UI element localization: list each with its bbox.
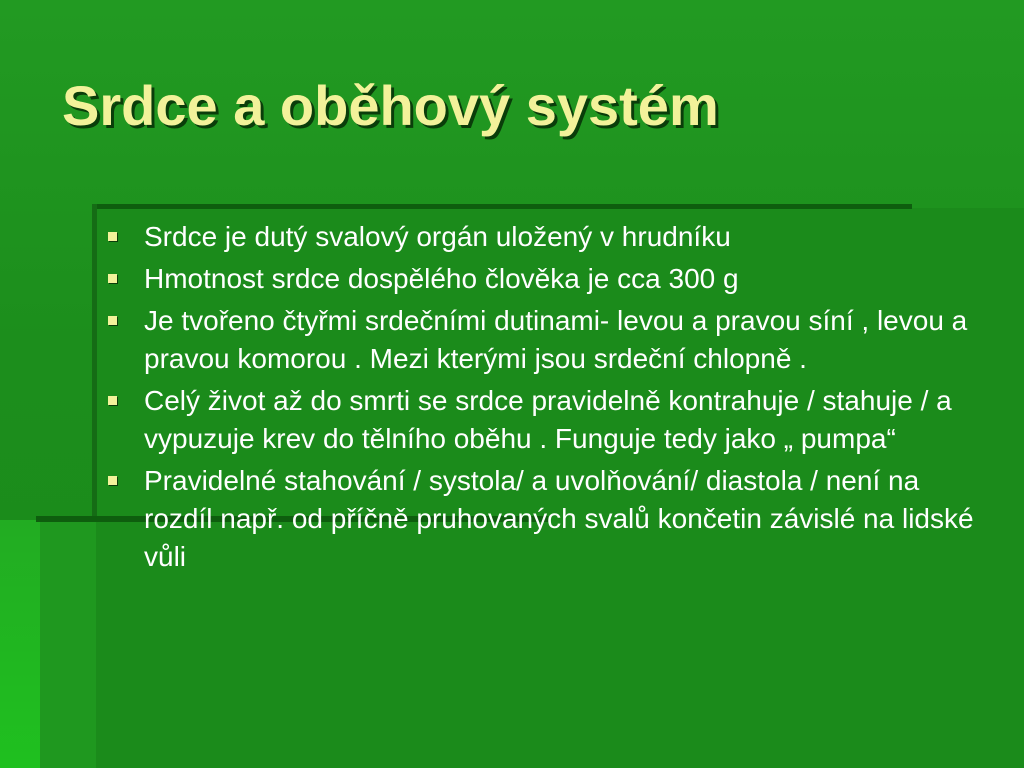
bullet-text: Je tvořeno čtyřmi srdečními dutinami- levou a pravou síní , levou a pravou komorou . Mezi kterými jsou srdeční chlopně . <box>144 305 968 374</box>
decor-line-left <box>92 204 97 520</box>
square-bullet-icon <box>108 316 117 325</box>
bullet-text: Hmotnost srdce dospělého člověka je cca 300 g <box>144 263 739 294</box>
bullet-item <box>108 382 988 458</box>
square-bullet-icon <box>108 396 117 405</box>
square-bullet-icon <box>108 476 117 485</box>
bullet-list <box>108 218 988 580</box>
bullet-text: Pravidelné stahování / systola/ a uvolňování/ diastola / není na rozdíl např. od příčně pruhovaných svalů končetin závislé na lidské vůli <box>144 465 974 572</box>
bullet-item <box>108 260 988 298</box>
square-bullet-icon <box>108 232 117 241</box>
decor-block-left-inner <box>40 520 96 768</box>
bullet-item <box>108 462 988 576</box>
bullet-item <box>108 218 988 256</box>
bullet-text: Srdce je dutý svalový orgán uložený v hrudníku <box>144 221 731 252</box>
bullet-text: Celý život až do smrti se srdce pravidelně kontrahuje / stahuje / a vypuzuje krev do tělního oběhu . Funguje tedy jako „ pumpa“ <box>144 385 952 454</box>
decor-line-top <box>96 204 912 209</box>
bullet-item <box>108 302 988 378</box>
slide-title: Srdce a oběhový systém <box>62 74 719 137</box>
decor-block-left <box>0 520 40 768</box>
square-bullet-icon <box>108 274 117 283</box>
